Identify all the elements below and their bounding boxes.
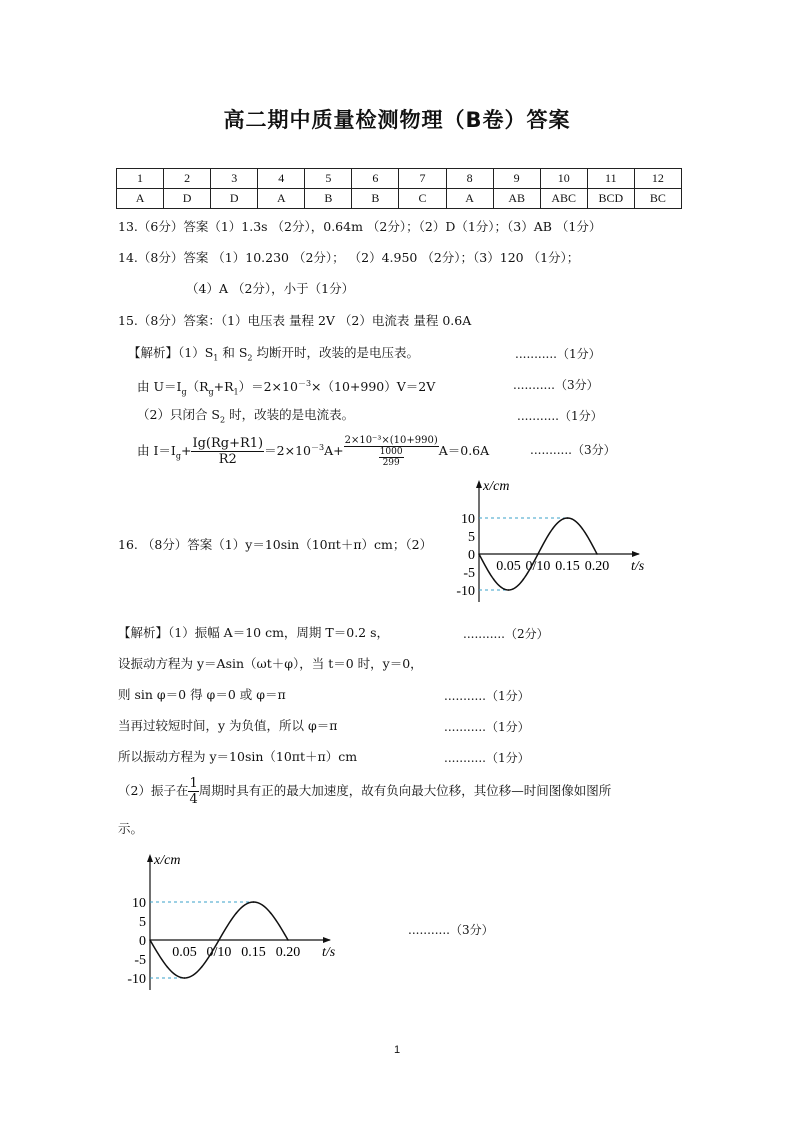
x-axis-label: t/s	[631, 559, 645, 574]
table-cell: 1	[117, 169, 164, 189]
subscript: 1	[233, 387, 239, 397]
superscript: －3	[310, 443, 325, 452]
x-axis-arrow	[323, 937, 331, 943]
q16-analysis-line3: 则 sin φ＝0 得 φ＝0 或 φ＝π	[118, 687, 286, 702]
q15-answer: 15.（8分）答案：（1）电压表 量程 2V （2）电流表 量程 0.6A	[118, 313, 472, 328]
y-tick-label: 0	[139, 933, 146, 949]
y-tick-label: 5	[468, 529, 475, 545]
page-number: 1	[393, 1044, 401, 1056]
table-cell: 5	[305, 169, 352, 189]
y-tick-label: 0	[468, 547, 475, 563]
y-axis-arrow	[476, 480, 482, 488]
text: 均断开时，改装的是电压表。	[252, 345, 419, 360]
data-point	[522, 579, 524, 581]
data-point	[493, 579, 495, 581]
text: （R	[186, 379, 209, 395]
data-point	[552, 528, 554, 530]
text: +	[180, 443, 192, 459]
table-cell: 11	[587, 169, 634, 189]
table-cell: A	[117, 189, 164, 209]
q14-answer-line1: 14.（8分）答案 （1）10.230 （2分）； （2）4.950 （2分）；（3）120 （1分）；	[118, 250, 580, 265]
subscript: g	[175, 451, 181, 461]
subscript: 2	[220, 415, 226, 425]
q16-analysis-line5: 所以振动方程为 y＝10sin（10πt＋π）cm	[118, 749, 358, 764]
x-tick-label: 0.05	[172, 945, 197, 960]
x-axis-label: t/s	[322, 945, 336, 960]
data-point	[567, 517, 569, 519]
data-point	[166, 966, 168, 968]
q16-answer: 16. （8分）答案（1）y＝10sin（10πt＋π）cm；（2）	[118, 537, 433, 552]
text: ）＝2×10	[238, 379, 298, 395]
table-cell: 9	[493, 169, 540, 189]
table-cell: 10	[540, 169, 587, 189]
data-point	[287, 939, 289, 941]
subscript: g	[208, 387, 214, 397]
fraction-one-quarter	[188, 776, 198, 807]
table-cell: C	[399, 189, 446, 209]
superscript: －3	[297, 379, 312, 388]
data-point	[270, 912, 272, 914]
data-point	[201, 966, 203, 968]
score-note: ...........（2分）	[463, 627, 549, 641]
text: 由 I＝I	[137, 443, 176, 459]
score-note: ...........（3分）	[513, 378, 599, 392]
text: 【解析】（1）S	[128, 345, 214, 360]
fraction	[344, 435, 439, 468]
y-tick-label: -5	[134, 952, 146, 968]
answer-table-numbers-row	[117, 169, 682, 189]
data-point	[596, 553, 598, 555]
data-point	[149, 939, 151, 941]
fraction-numerator: 1	[189, 776, 198, 791]
fraction	[191, 436, 264, 467]
fraction-numerator: Ig(Rg+R1)	[192, 436, 264, 452]
text: ×（10+990）V＝2V	[311, 379, 436, 395]
table-cell: A	[446, 189, 493, 209]
q13-answer: 13.（6分）答案（1）1.3s （2分），0.64m （2分）；（2）D（1分）；（3）AB （1分）	[118, 219, 602, 234]
score-note: ...........（1分）	[444, 720, 530, 734]
fraction-numerator: 1000	[379, 447, 403, 458]
q15-analysis-line4	[137, 430, 489, 475]
table-cell: D	[211, 189, 258, 209]
text: 周期时具有正的最大加速度，故有负向最大位移，其位移—时间图像如图所	[198, 783, 612, 798]
data-point	[508, 589, 510, 591]
text: 由 U＝I	[137, 379, 182, 395]
text: 和 S	[218, 345, 248, 360]
x-tick-label: 0/10	[206, 945, 232, 960]
q16-analysis-line4: 当再过较短时间，y 为负值，所以 φ＝π	[118, 718, 338, 733]
q16-analysis-line6	[118, 776, 611, 807]
y-tick-label: 10	[132, 895, 146, 911]
y-axis-arrow	[147, 854, 153, 862]
q16-analysis-line7: 示。	[118, 821, 144, 836]
table-cell: BCD	[587, 189, 634, 209]
table-cell: 6	[352, 169, 399, 189]
text: +R	[213, 379, 234, 395]
data-point	[235, 912, 237, 914]
table-cell: A	[258, 189, 305, 209]
y-tick-label: -10	[127, 971, 146, 987]
score-note: ...........（1分）	[517, 409, 603, 423]
table-cell: B	[352, 189, 399, 209]
x-tick-label: 0/10	[525, 559, 551, 574]
fraction-denominator	[344, 447, 439, 468]
table-cell: 3	[211, 169, 258, 189]
y-tick-label: -5	[463, 565, 475, 581]
data-point	[478, 553, 480, 555]
x-tick-label: 0.20	[584, 559, 610, 574]
table-cell: B	[305, 189, 352, 209]
x-tick-label: 0.20	[275, 945, 301, 960]
y-tick-label: 5	[139, 914, 146, 930]
position-time-graph-small	[420, 474, 660, 606]
answer-table-answers-row	[117, 189, 682, 209]
data-point	[537, 553, 539, 555]
fraction-denominator: 299	[382, 458, 400, 469]
data-point	[253, 901, 255, 903]
q15-analysis-line2	[137, 376, 435, 401]
x-tick-label: 0.15	[555, 559, 580, 574]
x-tick-label: 0.15	[241, 945, 266, 960]
score-note: ...........（1分）	[444, 751, 530, 765]
table-cell: BC	[634, 189, 681, 209]
y-axis-label: x/cm	[154, 853, 181, 868]
x-axis-arrow	[632, 551, 640, 557]
score-note: ...........（3分）	[408, 923, 494, 937]
text: ＝2×10	[264, 443, 311, 459]
table-cell: 7	[399, 169, 446, 189]
score-note: ...........（3分）	[530, 443, 616, 457]
q15-analysis-line3	[137, 407, 354, 429]
q14-answer-line2: （4）A （2分），小于（1分）	[186, 281, 355, 296]
table-cell: ABC	[540, 189, 587, 209]
q16-analysis-line2: 设振动方程为 y＝Asin（ωt＋φ），当 t＝0 时，y＝0，	[118, 656, 423, 671]
fraction-denominator: R2	[218, 452, 237, 468]
text: （2）振子在	[118, 783, 189, 798]
table-cell: D	[164, 189, 211, 209]
fraction-denominator: 4	[189, 792, 198, 807]
text: A+	[324, 443, 344, 459]
subscript: g	[181, 387, 187, 397]
data-point	[184, 977, 186, 979]
y-tick-label: -10	[456, 583, 475, 599]
answer-table	[116, 168, 682, 209]
table-cell: 2	[164, 169, 211, 189]
text: A＝0.6A	[438, 443, 490, 459]
fraction-numerator: 2×10⁻³×(10+990)	[344, 435, 438, 447]
page-title: 高二期中质量检测物理（B卷）答案	[223, 108, 571, 132]
y-tick-label: 10	[461, 511, 475, 527]
subscript: 2	[247, 353, 253, 363]
table-cell: AB	[493, 189, 540, 209]
q15-analysis-line1	[128, 345, 419, 367]
q16-analysis-line1: 【解析】（1）振幅 A＝10 cm，周期 T＝0.2 s，	[118, 625, 390, 640]
data-point	[218, 939, 220, 941]
subscript: 1	[213, 353, 219, 363]
position-time-graph-large	[102, 848, 372, 998]
y-axis-label: x/cm	[483, 479, 510, 494]
table-cell: 12	[634, 169, 681, 189]
table-cell: 8	[446, 169, 493, 189]
score-note: ...........（1分）	[515, 347, 601, 361]
x-tick-label: 0.05	[496, 559, 521, 574]
data-point	[581, 528, 583, 530]
text: 时，改装的是电流表。	[225, 407, 355, 422]
table-cell: 4	[258, 169, 305, 189]
score-note: ...........（1分）	[444, 689, 530, 703]
text: （2）只闭合 S	[137, 407, 220, 422]
